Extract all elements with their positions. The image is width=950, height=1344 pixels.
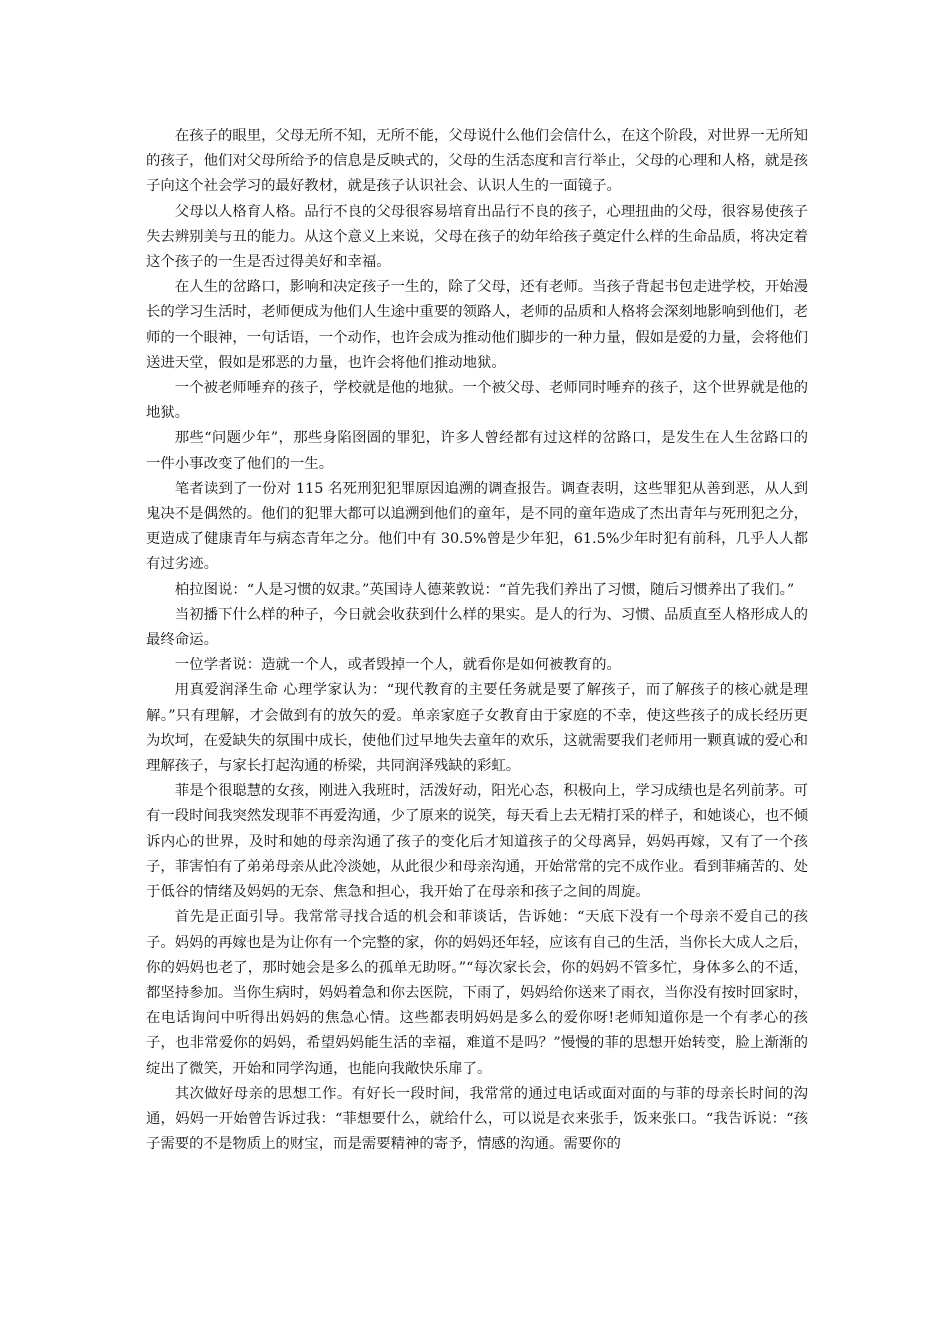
paragraph: 在人生的岔路口，影响和决定孩子一生的，除了父母，还有老师。当孩子背起书包走进学校，开始漫长的学习生活时，老师便成为他们人生途中重要的领路人，老师的品质和人格将会深刻地影响到他们，老师的一个眼神，一句话语，一个动作，也许会成为推动他们脚步的一种力量，假如是爱的力量，会将他们送进天堂，假如是邪恶的力量，也许会将他们推动地狱。: [146, 279, 808, 371]
paragraph: 在孩子的眼里，父母无所不知，无所不能，父母说什么他们会信什么，在这个阶段，对世界一无所知的孩子，他们对父母所给予的信息是反映式的，父母的生活态度和言行举止，父母的心理和人格，就是孩子向这个社会学习的最好教材，就是孩子认识社会、认识人生的一面镜子。: [146, 128, 808, 195]
paragraph: 那些“问题少年”，那些身陷囹圄的罪犯，许多人曾经都有过这样的岔路口，是发生在人生岔路口的一件小事改变了他们的一生。: [146, 430, 808, 472]
paragraph: 当初播下什么样的种子，今日就会收获到什么样的果实。是人的行为、习惯、品质直至人格形成人的最终命运。: [146, 606, 808, 649]
paragraph: 柏拉图说：“人是习惯的奴隶。”英国诗人德莱敦说：“首先我们养出了习惯，随后习惯养出了我们。”: [174, 581, 795, 598]
paragraph: 用真爱润泽生命 心理学家认为：“现代教育的主要任务就是要了解孩子，而了解孩子的核心就是理解。”只有理解，才会做到有的放矢的爱。单亲家庭子女教育由于家庭的不幸，使这些孩子的成长经历更为坎坷，在爱缺失的氛围中成长，使他们过早地失去童年的欢乐，这就需要我们老师用一颗真诚的爱心和理解孩子，与家长打起沟通的桥梁，共同润泽残缺的彩虹。: [146, 682, 808, 775]
paragraph: 父母以人格育人格。品行不良的父母很容易培育出品行不良的孩子，心理扭曲的父母，很容易使孩子失去辨别美与丑的能力。从这个意义上来说，父母在孩子的幼年给孩子奠定什么样的生命品质，将决定着这个孩子的一生是否过得美好和幸福。: [146, 203, 808, 271]
paragraph: 一位学者说：造就一个人，或者毁掉一个人，就看你是如何被教育的。: [174, 657, 621, 674]
paragraph: 菲是个很聪慧的女孩，刚进入我班时，活泼好动，阳光心态，积极向上，学习成绩也是名列前茅。可有一段时间我突然发现菲不再爱沟通，少了原来的说笑，每天看上去无精打采的样子，和她谈心，也不倾诉内心的世界，及时和她的母亲沟通了孩子的变化后才知道孩子的父母离异，妈妈再嫁，又有了一个孩子，菲害怕有了弟弟母亲从此冷淡她，从此很少和母亲沟通，开始常常的完不成作业。看到菲痛苦的、处于低谷的情绪及妈妈的无奈、焦急和担心，我开始了在母亲和孩子之间的周旋。: [146, 783, 808, 901]
paragraph: 其次做好母亲的思想工作。有好长一段时间，我常常的通过电话或面对面的与菲的母亲长时间的沟通，妈妈一开始曾告诉过我：“菲想要什么，就给什么，可以说是衣来张手，饭来张口。“我告诉说：“孩子需要的不是物质上的财宝，而是需要精神的寄予，情感的沟通。需要你的: [146, 1085, 808, 1153]
paragraph: 一个被老师唾弃的孩子，学校就是他的地狱。一个被父母、老师同时唾弃的孩子，这个世界就是他的地狱。: [146, 380, 808, 422]
paragraph: 笔者读到了一份对 115 名死刑犯犯罪原因追溯的调查报告。调查表明，这些罪犯从善到恶，从人到鬼决不是偶然的。他们的犯罪大都可以追溯到他们的童年，是不同的童年造成了杰出青年与死刑犯之分，更造成了健康青年与病态青年之分。他们中有 30.5%曾是少年犯，61.5%少年时犯有前科，几乎人人都有过劣迹。: [146, 480, 808, 573]
paragraph: 首先是正面引导。我常常寻找合适的机会和菲谈话，告诉她：“天底下没有一个母亲不爱自己的孩子。妈妈的再嫁也是为让你有一个完整的家，你的妈妈还年轻，应该有自己的生活，当你长大成人之后，你的妈妈也老了，那时她会是多么的孤单无助呀。”“每次家长会，你的妈妈不管多忙，身体多么的不适，都坚持参加。当你生病时，妈妈着急和你去医院，下雨了，妈妈给你送来了雨衣，当你没有按时回家时，在电话询问中听得出妈妈的焦急心情。这些都表明妈妈是多么的爱你呀!老师知道你是一个有孝心的孩子，也非常爱你的妈妈，希望妈妈能生活的幸福，难道不是吗？”慢慢的菲的思想开始转变，脸上渐渐的绽出了微笑，开始和同学沟通，也能向我敞快乐扉了。: [146, 909, 808, 1077]
document-body: [146, 124, 808, 1157]
